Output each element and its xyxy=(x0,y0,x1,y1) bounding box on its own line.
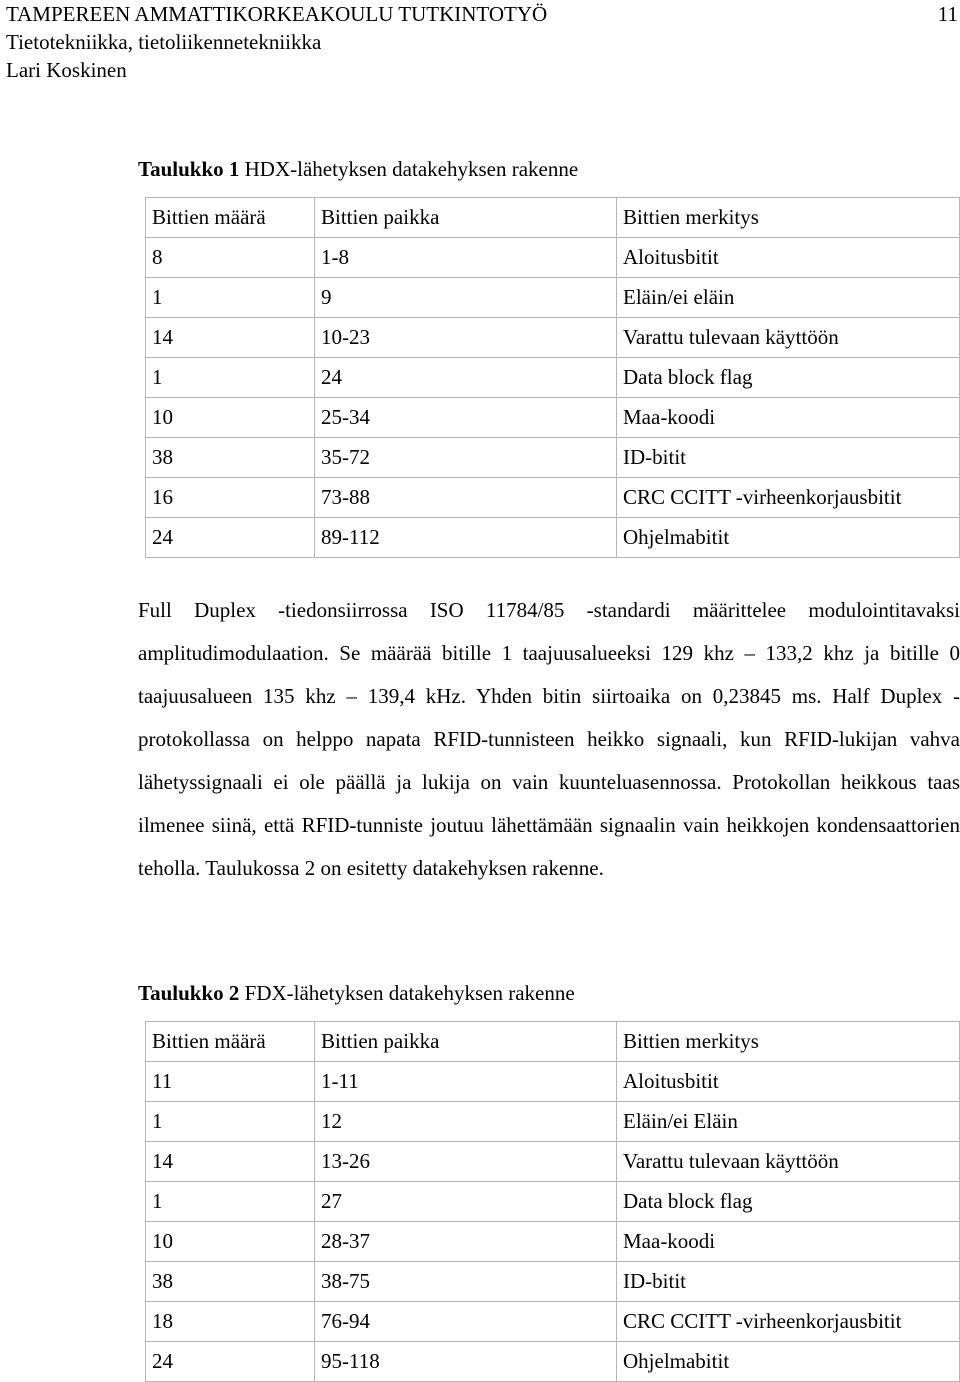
cell-bit-position: 1-11 xyxy=(315,1062,617,1102)
column-header-bit-position: Bittien paikka xyxy=(315,1022,617,1062)
cell-bit-count: 14 xyxy=(146,1142,315,1182)
cell-bit-position: 13-26 xyxy=(315,1142,617,1182)
cell-bit-meaning: ID-bitit xyxy=(617,438,960,478)
cell-bit-count: 1 xyxy=(146,278,315,318)
table-row xyxy=(146,518,960,558)
cell-bit-meaning: Maa-koodi xyxy=(617,398,960,438)
table-row xyxy=(146,1102,960,1142)
cell-bit-position: 12 xyxy=(315,1102,617,1142)
cell-bit-count: 14 xyxy=(146,318,315,358)
column-header-bit-position: Bittien paikka xyxy=(315,198,617,238)
cell-bit-meaning: Data block flag xyxy=(617,1182,960,1222)
cell-bit-count: 18 xyxy=(146,1302,315,1342)
table-row xyxy=(146,318,960,358)
cell-bit-meaning: Maa-koodi xyxy=(617,1222,960,1262)
table-fdx-frame xyxy=(145,1021,960,1382)
cell-bit-position: 28-37 xyxy=(315,1222,617,1262)
cell-bit-count: 8 xyxy=(146,238,315,278)
cell-bit-position: 95-118 xyxy=(315,1342,617,1382)
cell-bit-count: 1 xyxy=(146,1182,315,1222)
table-row xyxy=(146,1262,960,1302)
table-hdx-frame xyxy=(145,197,960,558)
cell-bit-position: 89-112 xyxy=(315,518,617,558)
table-row xyxy=(146,438,960,478)
table-row xyxy=(146,1222,960,1262)
table-row xyxy=(146,238,960,278)
page-number: 11 xyxy=(937,2,958,26)
cell-bit-meaning: ID-bitit xyxy=(617,1262,960,1302)
cell-bit-meaning: Eläin/ei Eläin xyxy=(617,1102,960,1142)
table-row xyxy=(146,1182,960,1222)
cell-bit-position: 10-23 xyxy=(315,318,617,358)
cell-bit-count: 38 xyxy=(146,438,315,478)
page-header xyxy=(6,0,960,84)
table2-caption-label: Taulukko 2 xyxy=(138,981,240,1005)
table1-caption-text: HDX-lähetyksen datakehyksen rakenne xyxy=(239,157,579,181)
table-row xyxy=(146,398,960,438)
cell-bit-count: 1 xyxy=(146,1102,315,1142)
table-row xyxy=(146,278,960,318)
cell-bit-position: 27 xyxy=(315,1182,617,1222)
cell-bit-position: 73-88 xyxy=(315,478,617,518)
column-header-bit-meaning: Bittien merkitys xyxy=(617,1022,960,1062)
cell-bit-position: 1-8 xyxy=(315,238,617,278)
cell-bit-meaning: Aloitusbitit xyxy=(617,1062,960,1102)
table-row xyxy=(146,1142,960,1182)
cell-bit-meaning: Varattu tulevaan käyttöön xyxy=(617,1142,960,1182)
cell-bit-meaning: Ohjelmabitit xyxy=(617,518,960,558)
cell-bit-count: 24 xyxy=(146,1342,315,1382)
cell-bit-position: 35-72 xyxy=(315,438,617,478)
column-header-bit-meaning: Bittien merkitys xyxy=(617,198,960,238)
header-department: Tietotekniikka, tietoliikennetekniikka xyxy=(6,30,322,54)
table-header-row xyxy=(146,198,960,238)
cell-bit-count: 11 xyxy=(146,1062,315,1102)
table-row xyxy=(146,1302,960,1342)
cell-bit-position: 24 xyxy=(315,358,617,398)
table-row xyxy=(146,1342,960,1382)
cell-bit-position: 9 xyxy=(315,278,617,318)
cell-bit-meaning: Aloitusbitit xyxy=(617,238,960,278)
body-paragraph: Full Duplex -tiedonsiirrossa ISO 11784/85 -standardi määrittelee modulointitavaksi amplitudimodulaation. Se määrää bitille 1 taajuusalueeksi 129 khz – 133,2 khz ja bitille 0 taajuusalueen 135 khz – 139,4 kHz. Yhden bitin siirtoaika on 0,23845 ms. Half Duplex -protokollassa on helppo napata RFID-tunnisteen heikko signaali, kun RFID-lukijan vahva lähetyssignaali ei ole päällä ja lukija on vain kuunteluasennossa. Protokollan heikkous taas ilmenee siinä, että RFID-tunniste joutuu lähettämään signaalin vain heikkojen kondensaattorien teholla. Taulukossa 2 on esitetty datakehyksen rakenne. xyxy=(138,598,960,880)
table2-caption xyxy=(138,979,575,1007)
table-row xyxy=(146,358,960,398)
cell-bit-meaning: Eläin/ei eläin xyxy=(617,278,960,318)
cell-bit-meaning: CRC CCITT -virheenkorjausbitit xyxy=(617,1302,960,1342)
column-header-bit-count: Bittien määrä xyxy=(146,1022,315,1062)
header-institution: TAMPEREEN AMMATTIKORKEAKOULU TUTKINTOTYÖ xyxy=(6,2,548,26)
table-header-row xyxy=(146,1022,960,1062)
table2-caption-text: FDX-lähetyksen datakehyksen rakenne xyxy=(239,981,575,1005)
table-row xyxy=(146,478,960,518)
cell-bit-position: 38-75 xyxy=(315,1262,617,1302)
cell-bit-position: 76-94 xyxy=(315,1302,617,1342)
cell-bit-count: 10 xyxy=(146,398,315,438)
cell-bit-count: 16 xyxy=(146,478,315,518)
cell-bit-position: 25-34 xyxy=(315,398,617,438)
cell-bit-meaning: Varattu tulevaan käyttöön xyxy=(617,318,960,358)
table-row xyxy=(146,1062,960,1102)
header-author: Lari Koskinen xyxy=(6,58,127,82)
column-header-bit-count: Bittien määrä xyxy=(146,198,315,238)
cell-bit-count: 1 xyxy=(146,358,315,398)
cell-bit-meaning: CRC CCITT -virheenkorjausbitit xyxy=(617,478,960,518)
cell-bit-meaning: Ohjelmabitit xyxy=(617,1342,960,1382)
cell-bit-count: 10 xyxy=(146,1222,315,1262)
cell-bit-count: 38 xyxy=(146,1262,315,1302)
table1-caption xyxy=(138,155,578,183)
cell-bit-meaning: Data block flag xyxy=(617,358,960,398)
cell-bit-count: 24 xyxy=(146,518,315,558)
table1-caption-label: Taulukko 1 xyxy=(138,157,240,181)
